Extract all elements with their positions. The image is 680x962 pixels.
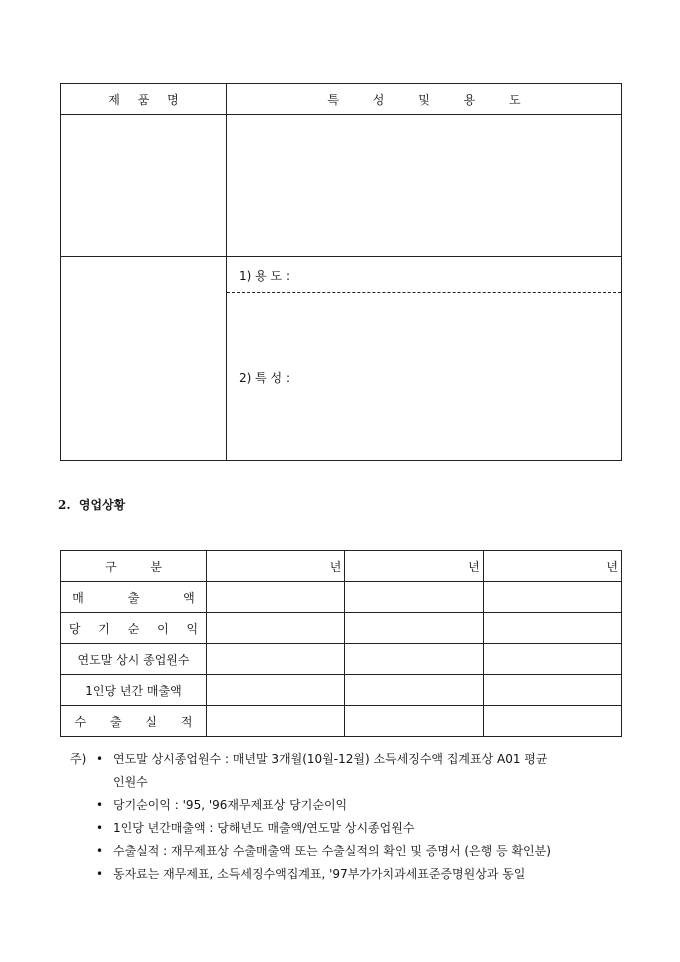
value-cell[interactable]	[345, 675, 483, 706]
year-header-1[interactable]: 년	[207, 551, 345, 582]
header-product-name: 제 품 명	[61, 84, 227, 115]
product-table	[60, 83, 622, 461]
features-cell[interactable]	[227, 115, 622, 257]
value-cell[interactable]	[207, 582, 345, 613]
table-row	[61, 675, 622, 706]
note-item	[70, 748, 551, 771]
table-row	[61, 582, 622, 613]
value-cell[interactable]	[207, 675, 345, 706]
bullet-icon: •	[96, 867, 104, 881]
table-row	[61, 644, 622, 675]
row-label-sales: 매 출 액	[61, 582, 207, 613]
value-cell[interactable]	[345, 613, 483, 644]
header-category: 구 분	[61, 551, 207, 582]
note-continuation: 인원수	[113, 775, 148, 789]
note-item	[70, 794, 551, 817]
value-cell[interactable]	[483, 644, 621, 675]
sales-table	[60, 550, 622, 737]
value-cell[interactable]	[345, 582, 483, 613]
value-cell[interactable]	[345, 644, 483, 675]
value-cell[interactable]	[345, 706, 483, 737]
bullet-icon: •	[96, 798, 104, 812]
usage-features-cell[interactable]	[227, 257, 622, 461]
usage-label: 1) 용 도 :	[239, 269, 290, 283]
header-features-usage: 특 성 및 용 도	[227, 84, 622, 115]
bullet-icon: •	[96, 752, 104, 766]
table-row	[61, 613, 622, 644]
value-cell[interactable]	[483, 582, 621, 613]
row-label-exports: 수 출 실 적	[61, 706, 207, 737]
value-cell[interactable]	[207, 613, 345, 644]
note-text: 1인당 년간매출액 : 당해년도 매출액/연도말 상시종업원수	[113, 821, 415, 835]
section-title: 2. 영업상황	[58, 498, 126, 512]
row-label-net-income: 당 기 순 이 익	[61, 613, 207, 644]
bullet-icon: •	[96, 844, 104, 858]
note-text: 수출실적 : 재무제표상 수출매출액 또는 수출실적의 확인 및 증명서 (은행 등 확인분)	[113, 844, 551, 858]
note-item	[70, 817, 551, 840]
product-name-cell[interactable]	[61, 115, 227, 257]
product-name-cell-2[interactable]	[61, 257, 227, 461]
note-text: 동자료는 재무제표, 소득세징수액집계표, '97부가가치과세표준증명원상과 동일	[113, 867, 526, 881]
notes	[70, 748, 551, 886]
note-item	[70, 840, 551, 863]
dashed-divider	[227, 292, 621, 293]
row-label-sales-per-person: 1인당 년간 매출액	[61, 675, 207, 706]
value-cell[interactable]	[207, 706, 345, 737]
year-header-2[interactable]: 년	[345, 551, 483, 582]
note-text: 당기순이익 : '95, '96재무제표상 당기순이익	[113, 798, 348, 812]
value-cell[interactable]	[483, 706, 621, 737]
table-row	[61, 706, 622, 737]
notes-prefix: 주)	[70, 752, 87, 766]
feature-label: 2) 특 성 :	[239, 371, 290, 385]
note-text: 연도말 상시종업원수 : 매년말 3개월(10월-12월) 소득세징수액 집계표상 A01 평균	[113, 752, 548, 766]
value-cell[interactable]	[483, 675, 621, 706]
bullet-icon: •	[96, 821, 104, 835]
year-header-3[interactable]: 년	[483, 551, 621, 582]
row-label-employees: 연도말 상시 종업원수	[61, 644, 207, 675]
value-cell[interactable]	[207, 644, 345, 675]
value-cell[interactable]	[483, 613, 621, 644]
note-item	[70, 863, 551, 886]
